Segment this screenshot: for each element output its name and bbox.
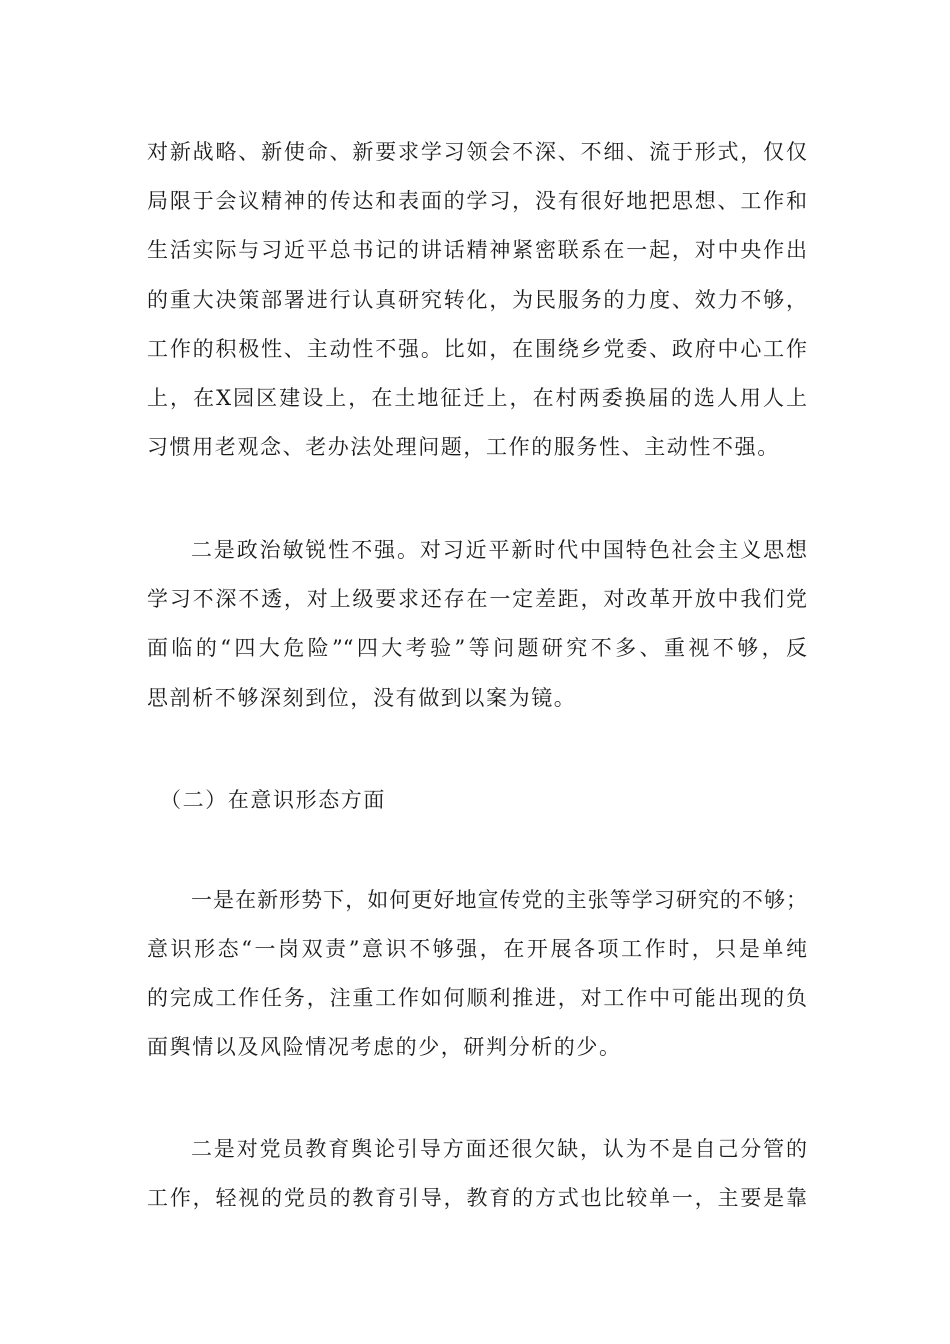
text-line: 局限于会议精神的传达和表面的学习，没有很好地把思想、工作和 <box>147 189 807 213</box>
text-line: 生活实际与习近平总书记的讲话精神紧密联系在一起，对中央作出 <box>147 238 807 262</box>
text-line: 意识形态“一岗双责”意识不够强，在开展各项工作时，只是单纯 <box>147 937 807 961</box>
text-line: 上，在X园区建设上，在土地征迁上，在村两委换届的选人用人上 <box>147 386 807 410</box>
text-line: 的重大决策部署进行认真研究转化，为民服务的力度、效力不够， <box>147 288 807 312</box>
text-line: 二是对党员教育舆论引导方面还很欠缺，认为不是自己分管的 <box>191 1137 807 1161</box>
text-line: 思剖析不够深刻到位，没有做到以案为镜。 <box>147 686 577 710</box>
text-line: 面舆情以及风险情况考虑的少，研判分析的少。 <box>147 1035 622 1059</box>
text-line: 面临的“四大危险”“四大考验”等问题研究不多、重视不够，反 <box>147 636 807 660</box>
text-line: 习惯用老观念、老办法处理问题，工作的服务性、主动性不强。 <box>147 435 780 459</box>
text-line: 二是政治敏锐性不强。对习近平新时代中国特色社会主义思想 <box>191 538 807 562</box>
text-line: 对新战略、新使命、新要求学习领会不深、不细、流于形式，仅仅 <box>147 140 807 164</box>
text-line: 一是在新形势下，如何更好地宣传党的主张等学习研究的不够； <box>191 888 807 912</box>
text-line: 工作的积极性、主动性不强。比如，在围绕乡党委、政府中心工作 <box>147 337 807 361</box>
section-heading: （二）在意识形态方面 <box>160 788 386 812</box>
text-line: 学习不深不透，对上级要求还存在一定差距，对改革开放中我们党 <box>147 587 807 611</box>
text-line: 的完成工作任务，注重工作如何顺利推进，对工作中可能出现的负 <box>147 986 807 1010</box>
text-line: 工作，轻视的党员的教育引导，教育的方式也比较单一，主要是靠 <box>147 1186 807 1210</box>
